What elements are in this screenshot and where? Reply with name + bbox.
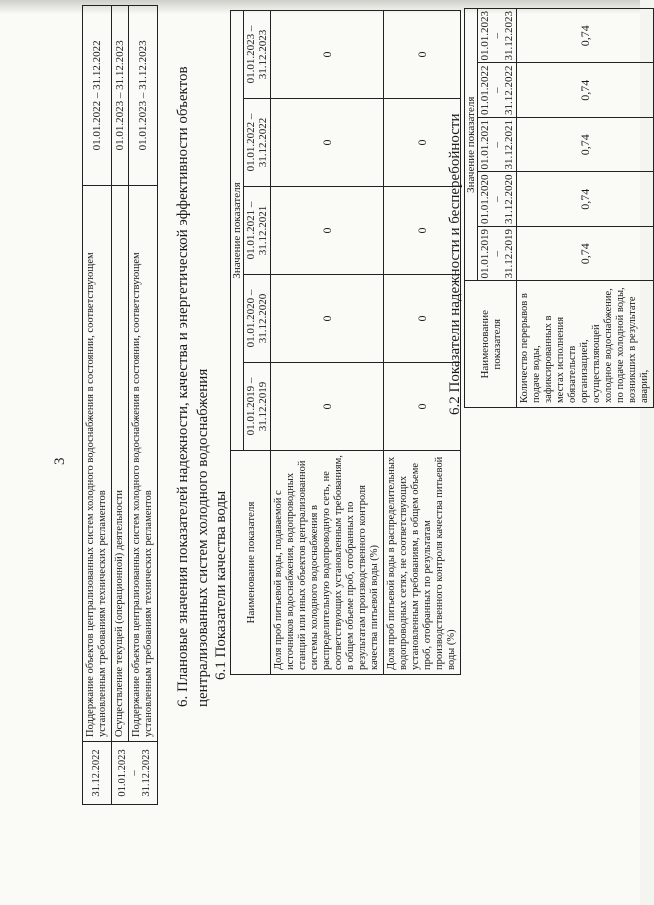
table-header-row: [231, 11, 244, 675]
section-heading: 6. Плановые значения показателей надежности, качества и энергетической эффективности объектов централизованных систем холодного водоснабжения: [175, 66, 211, 707]
subsection-heading-quality: 6.1 Показатели качества воды: [213, 490, 229, 680]
table-cell-period: 01.01.2023 – 31.12.2023: [112, 6, 129, 186]
indicator-value: 0: [384, 187, 461, 275]
table-header-row: [465, 9, 478, 408]
indicator-value: 0,74: [517, 227, 654, 282]
indicator-value: 0,74: [517, 172, 654, 227]
quality-table: [230, 10, 461, 675]
indicator-value: 0: [384, 99, 461, 187]
indicator-name: Количество перерывов в подаче воды, зафиксированных в местах исполнения обязательств организацией, осуществляющей холодное водоснабжение, по подаче холодной воды, возникших в результате аварий,: [517, 281, 654, 408]
header-value-group: Значение показателя: [231, 11, 244, 451]
reliability-table: [464, 8, 654, 408]
header-year: 01.01.2022 – 31.12.2022: [478, 63, 517, 118]
table-cell-period: 01.01.2023 – 31.12.2023: [129, 6, 158, 186]
indicator-value: 0: [384, 11, 461, 99]
table-row: [271, 11, 384, 675]
header-indicator-name: Наименование показателя: [231, 451, 271, 675]
table-row: [129, 6, 158, 805]
indicator-value: 0,74: [517, 118, 654, 173]
subsection-heading-reliability: 6.2 Показатели надежности и бесперебойности: [447, 113, 463, 415]
indicator-value: 0: [384, 363, 461, 451]
table-cell-text: Поддержание объектов централизованных систем холодного водоснабжения в состоянии, соответствующем установленным требованиям технических регламентов: [83, 185, 112, 741]
indicator-name: Доля проб питьевой воды, подаваемой с источников водоснабжения, водопроводных станций или иных объектов централизованной системы холодного водоснабжения в распределительную водопроводную сеть, не соответствующих установленным требованиям, в общем объеме проб, отобранных по результатам производственного контроля качества питьевой воды (%): [271, 451, 384, 675]
header-year: 01.01.2019 – 31.12.2019: [478, 227, 517, 282]
indicator-value: 0: [271, 11, 384, 99]
indicator-value: 0,74: [517, 9, 654, 64]
page-number: 3: [52, 457, 68, 465]
indicator-value: 0: [384, 275, 461, 363]
indicator-value: 0: [271, 99, 384, 187]
header-year: 01.01.2020 – 31.12.2020: [478, 172, 517, 227]
header-year: 01.01.2023 – 31.12.2023: [244, 11, 271, 99]
indicator-name: Доля проб питьевой воды в распределительных водопроводных сетях, не соответствующих установленным требованиям, в общем объеме проб, отобранных по результатам производственного контроля качества питьевой воды (%): [384, 451, 461, 675]
header-year: 01.01.2021 – 31.12.2021: [478, 118, 517, 173]
header-year: 01.01.2023 – 31.12.2023: [478, 9, 517, 64]
table-row: [517, 9, 654, 408]
header-year: 01.01.2021 – 31.12.2021: [244, 187, 271, 275]
table-cell-date: 01.01.2023 – 31.12.2023: [112, 742, 158, 805]
indicator-value: 0,74: [517, 63, 654, 118]
header-year: 01.01.2019 – 31.12.2019: [244, 363, 271, 451]
table-row: [112, 6, 129, 805]
table-cell-period: 01.01.2022 – 31.12.2022: [83, 6, 112, 186]
header-year: 01.01.2022 – 31.12.2022: [244, 99, 271, 187]
indicator-value: 0: [271, 363, 384, 451]
header-indicator-name: Наименование показателя: [465, 281, 517, 408]
indicator-value: 0: [271, 275, 384, 363]
table-cell-text: Осуществление текущей (операционной) деятельности: [112, 185, 129, 741]
header-value-group: Значение показателя: [465, 9, 478, 282]
continuation-table: [82, 5, 158, 805]
indicator-value: 0: [271, 187, 384, 275]
table-cell-date: 31.12.2022: [83, 742, 112, 805]
header-year: 01.01.2020 – 31.12.2020: [244, 275, 271, 363]
table-row: [83, 6, 112, 805]
table-cell-text: Поддержание объектов централизованных систем холодного водоснабжения в состоянии, соответствующем установленным требованиям технических регламентов: [129, 185, 158, 741]
